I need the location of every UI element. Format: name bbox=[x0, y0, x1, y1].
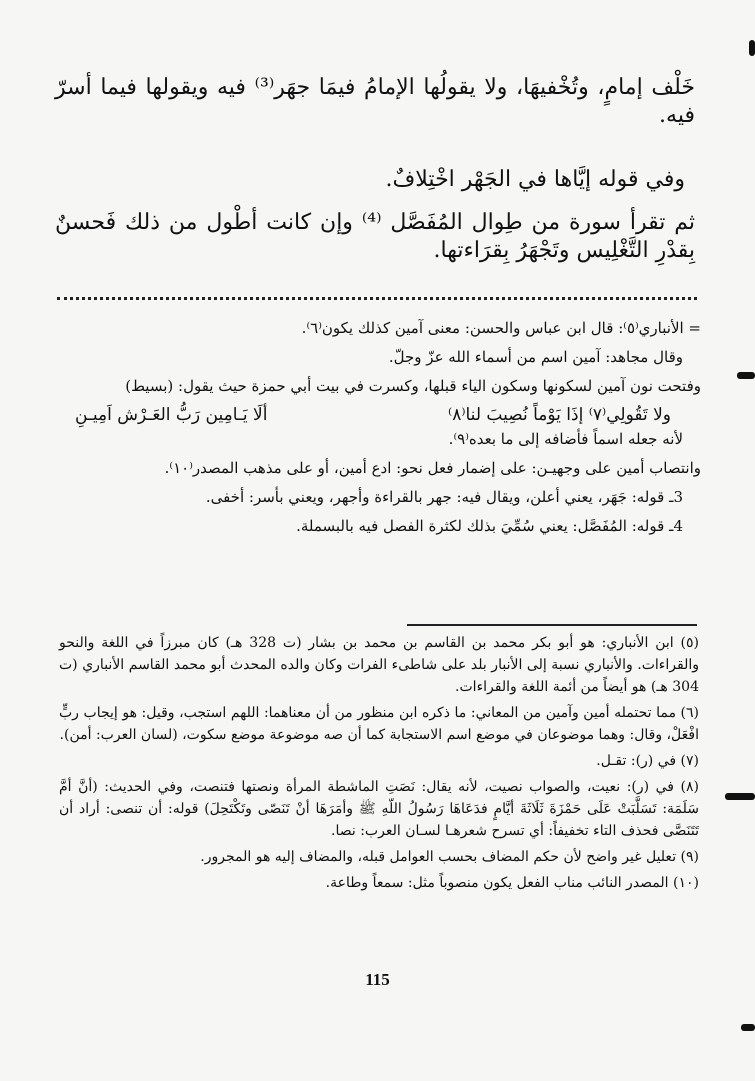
verse-first-hemistich: ولا تَقُولِي⁽٧⁾ إذَا يَوْماً نُصِيبَ لنا⁽٨⁾ bbox=[448, 405, 671, 425]
commentary-line-5: وانتصاب أمين على وجهيـن: على إضمار فعل نحو: ادع أمين، أو على مذهب المصدر⁽١٠⁾. bbox=[164, 459, 701, 477]
commentary-line-1: = الأنباري⁽٥⁾: قال ابن عباس والحسن: معنى آمين كذلك يكون⁽٦⁾. bbox=[301, 319, 701, 337]
main-text-3: ثم تقرأ سورة من طِوال المُفَصَّل ⁽⁴⁾ وإن كانت أطْول من ذلك فَحسنٌ بِقدْرِ التَّغْلِيس وتَجْهَرُ بِقرَاءتها. bbox=[55, 210, 696, 263]
commentary-line-4: لأنه جعله اسماً فأضافه إلى ما بعده⁽٩⁾. bbox=[448, 430, 683, 448]
commentary-line-6: 3ـ قوله: جَهَر، يعني أعلن، ويقال فيه: جهر بالقراءة وأجهر، ويعني بأسر: أخفى. bbox=[205, 488, 683, 506]
verse-second-hemistich: ألَا يَـامِين رَبُّ العَـرْش اَمِيـنِ bbox=[75, 405, 268, 425]
main-paragraph-1 bbox=[55, 74, 695, 130]
footnote-9: (٩) تعليل غير واضح لأن حكم المضاف بحسب العوامل قبله، والمضاف إليه هو المجرور. bbox=[200, 849, 699, 865]
scan-edge-mark bbox=[737, 372, 755, 379]
page-number: 115 bbox=[365, 970, 390, 989]
footnote-6: (٦) مما تحتمله أمين وآمين من المعاني: ما ذكره ابن منظور من أن معناهما: اللهم استجب، وقيل: هو إيجاب ربٍّ افْعَلْ، وقال: وهما موضوعان في موضع اسم الاستجابة كما أن صه موضوعة موضع سكوت، (لسان العرب: أمن). bbox=[59, 705, 699, 743]
scan-edge-mark bbox=[725, 793, 755, 800]
commentary-line-7: 4ـ قوله: المُفَصَّل: يعني سُمِّيَ بذلك لكثرة الفصل فيه بالبسملة. bbox=[296, 517, 683, 535]
footnote-5: (٥) ابن الأنباري: هو أبو بكر محمد بن القاسم بن محمد بن بشار (ت 328 هـ) كان مبرزاً في اللغة والنحو والقراءات. والأنباري نسبة إلى الأنبار بلد على شاطىء الفرات وكان والده المحدث أبو محمد القاسم الأنباري (ت 304 هـ) هو أيضاً من أئمة اللغة والقراءات. bbox=[59, 635, 699, 695]
main-paragraph-2 bbox=[45, 166, 685, 194]
dotted-divider bbox=[57, 297, 697, 300]
main-text-2: وفي قوله إيَّاها في الجَهْر اخْتِلافٌ. bbox=[385, 167, 685, 192]
commentary-line-2: وقال مجاهد: آمين اسم من أسماء الله عزّ وجلّ. bbox=[388, 348, 683, 366]
main-text-1: خَلْف إمامٍ، وتُخْفيهَا، ولا يقولُها الإمامُ فيمَا جهَر⁽³⁾ فيه ويقولها فيما أسرّ فيه. bbox=[55, 75, 695, 128]
footnote-divider bbox=[407, 624, 697, 626]
scan-edge-mark bbox=[749, 40, 755, 56]
footnotes-block bbox=[59, 632, 699, 898]
poetry-verse bbox=[55, 403, 701, 427]
footnote-10: (١٠) المصدر النائب مناب الفعل يكون منصوباً مثل: سمعاً وطاعة. bbox=[325, 875, 699, 891]
main-paragraph-3 bbox=[55, 209, 695, 265]
commentary-block bbox=[55, 316, 701, 543]
scan-edge-mark bbox=[741, 1024, 755, 1031]
footnote-8: (٨) في (ر): نعيت، والصواب نصيت، لأنه يقال: نَصَتِ الماشطة المرأة ونصتها فتنصت، وفي الحديث: (أنَّ أمَّ سَلَمَة: تَسَلَّبَتْ عَلَى حَمْزَةَ ثَلَاثَةَ أيَّامٍ فدَعَاهَا رَسُولُ اللّهِ ﷺ وأمَرَهَا أنْ تَنَصّى وتَكْتَحِلَ) قوله: أن تنصى: أراد أن تَتَنَصَّى فحذف التاء تخفيفاً: أي تسرح شعرهـا لسـان العرب: نصا. bbox=[59, 779, 699, 839]
footnote-7: (٧) في (ر): تقـل. bbox=[596, 753, 699, 769]
commentary-line-3: وفتحت نون آمين لسكونها وسكون الياء قبلها، وكسرت في بيت أبي حمزة حيث يقول: (بسيط) bbox=[125, 377, 701, 395]
